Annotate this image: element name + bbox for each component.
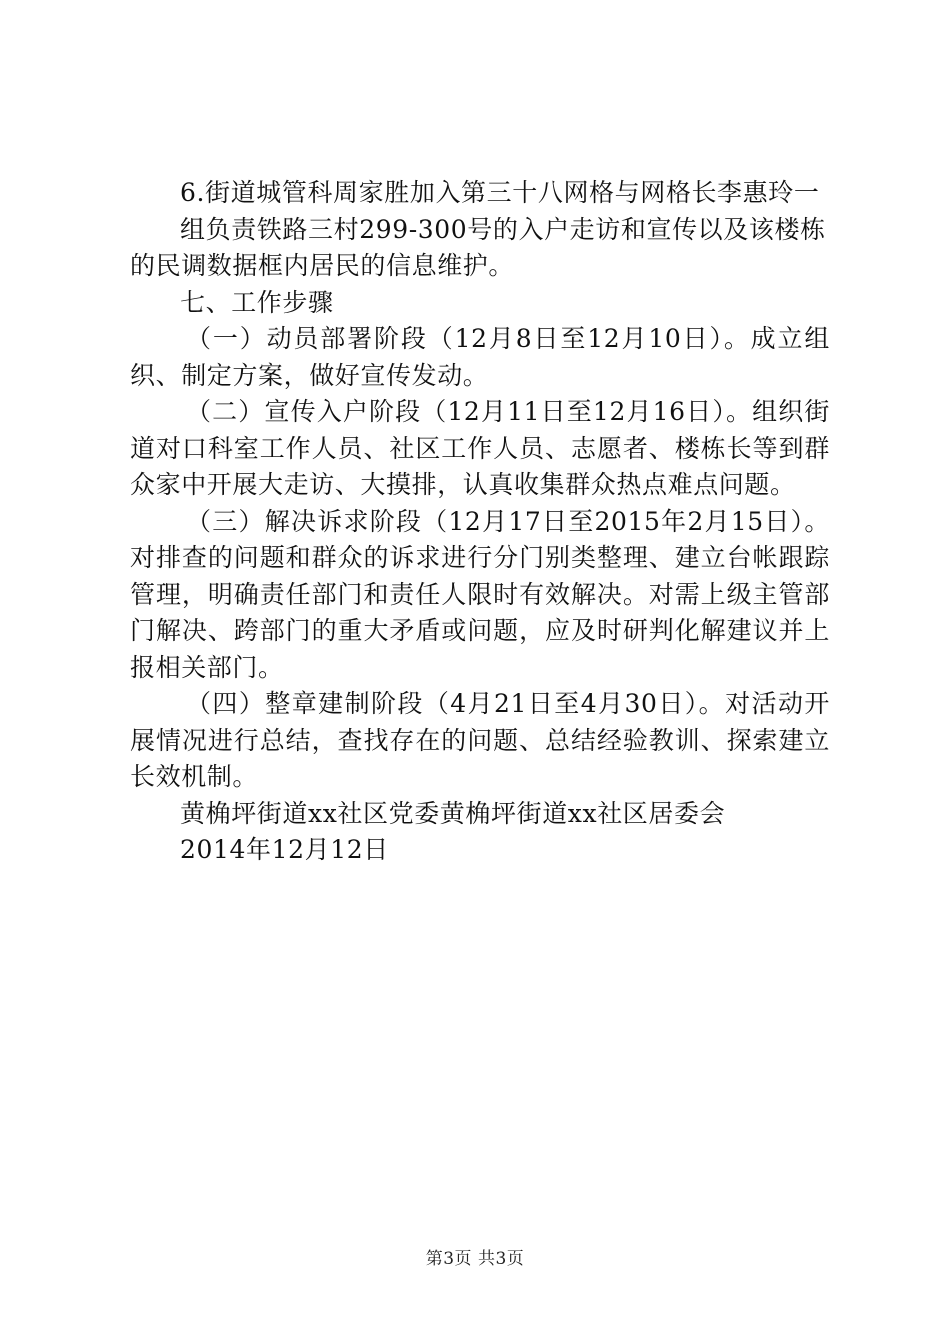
signature-line: 黄桷坪街道xx社区党委黄桷坪街道xx社区居委会 xyxy=(180,798,726,828)
date-line: 2014年12月12日 xyxy=(180,835,389,864)
step-4-paragraph: （四）整章建制阶段（4月21日至4月30日）。对活动开展情况进行总结，查找存在的问题、总结经验教训、探索建立长效机制。 xyxy=(130,689,830,791)
step-2-paragraph: （二）宣传入户阶段（12月11日至12月16日）。组织街道对口科室工作人员、社区工作人员、志愿者、楼栋长等到群众家中开展大走访、大摸排，认真收集群众热点难点问题。 xyxy=(130,397,830,499)
step-1-paragraph: （一）动员部署阶段（12月8日至12月10日）。成立组织、制定方案，做好宣传发动。 xyxy=(130,324,830,390)
document-body xyxy=(130,175,830,869)
step-3-paragraph: （三）解决诉求阶段（12月17日至2015年2月15日）。对排查的问题和群众的诉求进行分门别类整理、建立台帐跟踪管理，明确责任部门和责任人限时有效解决。对需上级主管部门解决、跨部门的重大矛盾或问题，应及时研判化解建议并上报相关部门。 xyxy=(130,506,830,682)
section-7-heading: 七、工作步骤 xyxy=(180,287,334,317)
page-footer: 第3页 共3页 xyxy=(425,1249,525,1269)
item-6-line-2: 组负责铁路三村299-300号的入户走访和宣传以及该楼栋 xyxy=(180,214,826,244)
item-6-line-3: 的民调数据框内居民的信息维护。 xyxy=(130,251,515,280)
item-6-line-1: 6.街道城管科周家胜加入第三十八网格与网格长李惠玲一 xyxy=(180,178,820,207)
item-6-paragraph xyxy=(130,175,830,285)
